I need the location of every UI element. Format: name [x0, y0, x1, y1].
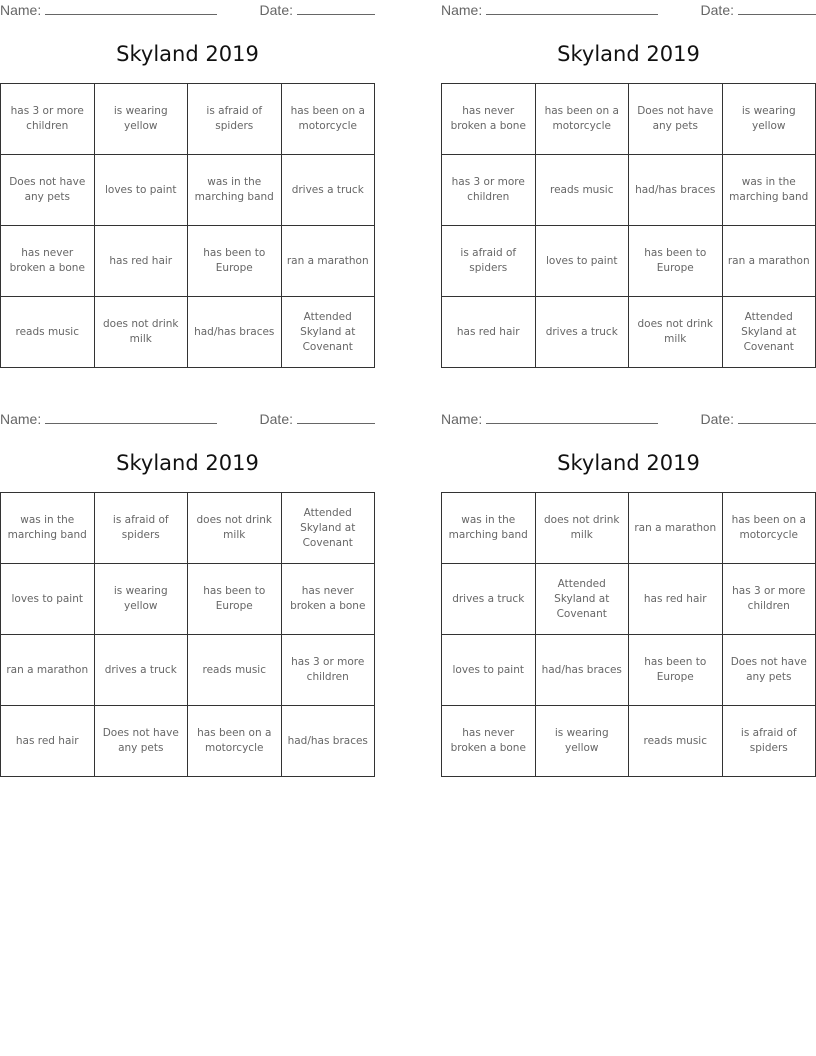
- name-field[interactable]: [0, 409, 217, 429]
- bingo-cell: Does not have any pets: [722, 635, 816, 706]
- bingo-cell: has been on a motorcycle: [188, 706, 282, 777]
- grid-row: [442, 84, 816, 155]
- bingo-cell: has 3 or more children: [281, 635, 375, 706]
- grid-row: [1, 564, 375, 635]
- bingo-grid: [0, 83, 375, 368]
- date-field[interactable]: [701, 0, 816, 20]
- bingo-cell: had/has braces: [281, 706, 375, 777]
- bingo-cell: has red hair: [442, 297, 536, 368]
- bingo-cell: is afraid of spiders: [722, 706, 816, 777]
- bingo-cell: Attended Skyland at Covenant: [535, 564, 629, 635]
- grid-row: [1, 635, 375, 706]
- bingo-card-2: [441, 0, 816, 353]
- name-field[interactable]: [441, 409, 658, 429]
- bingo-cell: reads music: [535, 155, 629, 226]
- bingo-cell: is afraid of spiders: [94, 493, 188, 564]
- bingo-cell: has been on a motorcycle: [281, 84, 375, 155]
- bingo-cell: ran a marathon: [629, 493, 723, 564]
- bingo-cell: is wearing yellow: [722, 84, 816, 155]
- bingo-cell: has been to Europe: [188, 564, 282, 635]
- bingo-card-4: [441, 409, 816, 754]
- bingo-cell: Does not have any pets: [629, 84, 723, 155]
- bingo-cell: had/has braces: [629, 155, 723, 226]
- card-header: [0, 0, 375, 20]
- bingo-cell: has 3 or more children: [1, 84, 95, 155]
- bingo-cell: Does not have any pets: [94, 706, 188, 777]
- bingo-grid: [0, 492, 375, 777]
- name-blank-line[interactable]: [486, 409, 658, 424]
- bingo-cell: does not drink milk: [535, 493, 629, 564]
- bingo-cell: has never broken a bone: [281, 564, 375, 635]
- card-title: Skyland 2019: [116, 451, 259, 475]
- bingo-cell: ran a marathon: [281, 226, 375, 297]
- date-blank-line[interactable]: [297, 0, 375, 15]
- grid-row: [1, 84, 375, 155]
- bingo-cell: was in the marching band: [188, 155, 282, 226]
- bingo-cell: does not drink milk: [94, 297, 188, 368]
- bingo-grid: [441, 83, 816, 368]
- name-blank-line[interactable]: [45, 0, 217, 15]
- grid-row: [442, 706, 816, 777]
- bingo-cell: Attended Skyland at Covenant: [281, 493, 375, 564]
- bingo-cell: loves to paint: [94, 155, 188, 226]
- name-blank-line[interactable]: [486, 0, 658, 15]
- bingo-cell: was in the marching band: [1, 493, 95, 564]
- bingo-cell: has red hair: [629, 564, 723, 635]
- bingo-cell: has been to Europe: [629, 635, 723, 706]
- bingo-cell: ran a marathon: [722, 226, 816, 297]
- grid-row: [442, 635, 816, 706]
- name-label: Name:: [0, 411, 42, 427]
- bingo-cell: Does not have any pets: [1, 155, 95, 226]
- bingo-cell: drives a truck: [94, 635, 188, 706]
- bingo-cell: is wearing yellow: [94, 84, 188, 155]
- name-label: Name:: [441, 411, 483, 427]
- date-field[interactable]: [260, 0, 375, 20]
- card-header: [0, 409, 375, 429]
- bingo-cell: has been to Europe: [188, 226, 282, 297]
- bingo-cell: had/has braces: [535, 635, 629, 706]
- bingo-cell: has red hair: [94, 226, 188, 297]
- date-label: Date:: [700, 411, 734, 427]
- bingo-cell: reads music: [1, 297, 95, 368]
- bingo-cell: drives a truck: [442, 564, 536, 635]
- bingo-grid: [441, 492, 816, 777]
- grid-row: [442, 155, 816, 226]
- date-label: Date:: [259, 2, 293, 18]
- name-blank-line[interactable]: [45, 409, 217, 424]
- bingo-cell: has 3 or more children: [442, 155, 536, 226]
- bingo-cell: loves to paint: [1, 564, 95, 635]
- date-label: Date:: [259, 411, 293, 427]
- bingo-cell: loves to paint: [535, 226, 629, 297]
- name-field[interactable]: [441, 0, 658, 20]
- bingo-cell: loves to paint: [442, 635, 536, 706]
- card-title: Skyland 2019: [557, 451, 700, 475]
- bingo-cell: does not drink milk: [629, 297, 723, 368]
- grid-row: [1, 706, 375, 777]
- name-label: Name:: [441, 2, 483, 18]
- date-blank-line[interactable]: [738, 0, 816, 15]
- name-field[interactable]: [0, 0, 217, 20]
- card-title: Skyland 2019: [116, 42, 259, 66]
- date-label: Date:: [700, 2, 734, 18]
- grid-row: [442, 226, 816, 297]
- bingo-cell: has never broken a bone: [442, 706, 536, 777]
- date-field[interactable]: [701, 409, 816, 429]
- bingo-cell: reads music: [629, 706, 723, 777]
- bingo-cell: reads music: [188, 635, 282, 706]
- card-header: [441, 0, 816, 20]
- bingo-cell: was in the marching band: [442, 493, 536, 564]
- bingo-cell: was in the marching band: [722, 155, 816, 226]
- card-header: [441, 409, 816, 429]
- grid-row: [442, 564, 816, 635]
- grid-row: [442, 297, 816, 368]
- grid-row: [1, 493, 375, 564]
- bingo-cell: has never broken a bone: [1, 226, 95, 297]
- bingo-cell: is wearing yellow: [535, 706, 629, 777]
- grid-row: [1, 297, 375, 368]
- bingo-cell: has red hair: [1, 706, 95, 777]
- bingo-card-3: [0, 409, 375, 754]
- bingo-cell: is afraid of spiders: [188, 84, 282, 155]
- date-blank-line[interactable]: [738, 409, 816, 424]
- bingo-cell: does not drink milk: [188, 493, 282, 564]
- grid-row: [1, 226, 375, 297]
- bingo-cell: had/has braces: [188, 297, 282, 368]
- bingo-card-1: [0, 0, 375, 353]
- bingo-cell: is afraid of spiders: [442, 226, 536, 297]
- bingo-cell: is wearing yellow: [94, 564, 188, 635]
- date-blank-line[interactable]: [297, 409, 375, 424]
- bingo-cell: Attended Skyland at Covenant: [281, 297, 375, 368]
- bingo-cell: drives a truck: [535, 297, 629, 368]
- bingo-cell: drives a truck: [281, 155, 375, 226]
- bingo-cell: has been to Europe: [629, 226, 723, 297]
- bingo-cell: has been on a motorcycle: [722, 493, 816, 564]
- bingo-cell: has been on a motorcycle: [535, 84, 629, 155]
- date-field[interactable]: [260, 409, 375, 429]
- bingo-cell: ran a marathon: [1, 635, 95, 706]
- bingo-cell: Attended Skyland at Covenant: [722, 297, 816, 368]
- card-title: Skyland 2019: [557, 42, 700, 66]
- bingo-cell: has 3 or more children: [722, 564, 816, 635]
- grid-row: [1, 155, 375, 226]
- grid-row: [442, 493, 816, 564]
- bingo-cell: has never broken a bone: [442, 84, 536, 155]
- name-label: Name:: [0, 2, 42, 18]
